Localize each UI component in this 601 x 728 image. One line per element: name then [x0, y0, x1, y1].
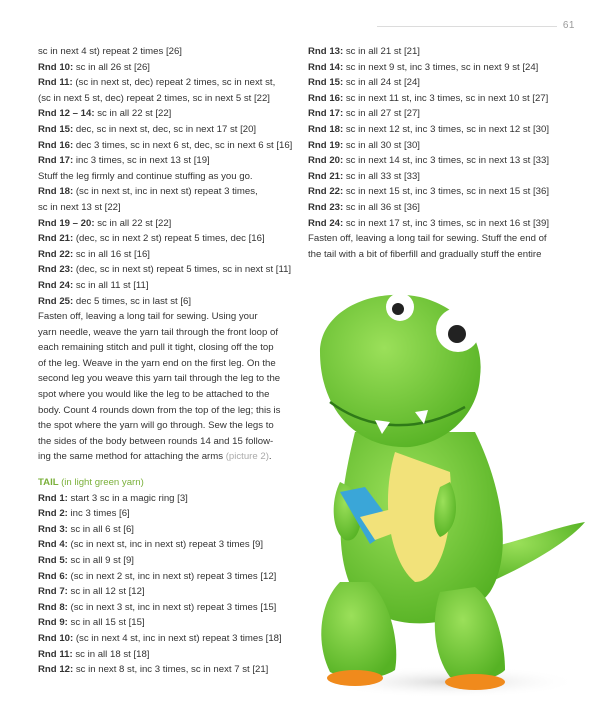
- instruction-line: [38, 122, 300, 138]
- round-label: Rnd 16:: [38, 139, 74, 151]
- left-column: [38, 44, 300, 678]
- instruction-line: [38, 615, 300, 631]
- round-label: Rnd 2:: [38, 508, 68, 520]
- instruction-line: [38, 75, 300, 91]
- round-instruction: (sc in next 3 st, inc in next st) repeat 3 times [15]: [67, 601, 277, 613]
- round-label: Rnd 22:: [308, 186, 344, 198]
- round-instruction: start 3 sc in a magic ring [3]: [67, 492, 188, 504]
- round-instruction: sc in next 12 st, inc 3 times, sc in next 12 st [30]: [343, 123, 550, 135]
- round-label: Rnd 21:: [308, 170, 344, 182]
- round-instruction: sc in all 36 st [36]: [343, 201, 420, 213]
- paragraph-line: yarn needle, weave the yarn tail through the front loop of: [38, 326, 278, 338]
- round-instruction: sc in all 26 st [26]: [73, 61, 150, 73]
- instruction-line: [308, 184, 566, 200]
- round-instruction: sc in all 22 st [22]: [94, 108, 172, 120]
- paragraph-line: of the leg. Weave in the yarn end on the first leg. On the: [38, 357, 276, 369]
- instruction-line: [38, 278, 300, 294]
- round-label: Rnd 19 – 20:: [38, 217, 95, 229]
- section-gap: [38, 465, 300, 475]
- round-instruction: sc in all 9 st [9]: [67, 555, 134, 566]
- round-label: Rnd 4:: [38, 539, 68, 551]
- round-label: Rnd 15:: [38, 123, 74, 135]
- instruction-line: [38, 91, 300, 107]
- dino-eye-right-pupil: [448, 325, 466, 343]
- instruction-line: [308, 44, 566, 60]
- instruction-line: [308, 169, 566, 185]
- round-instruction: sc in all 6 st [6]: [67, 523, 134, 535]
- round-label: Rnd 10:: [38, 632, 74, 644]
- instruction-line: [38, 184, 300, 200]
- round-instruction: dec 5 times, sc in last st [6]: [73, 295, 192, 307]
- tail-heading-text: TAIL: [38, 477, 59, 489]
- picture-reference: (picture 2): [225, 451, 269, 463]
- leg-finishing-last-text: ing the same method for attaching the arms: [38, 451, 224, 463]
- dino-right-foot: [445, 674, 505, 690]
- round-label: Rnd 18:: [308, 123, 344, 135]
- round-instruction: dec 3 times, sc in next 6 st, dec, sc in next 6 st [16]: [73, 139, 293, 151]
- round-label: Rnd 16:: [308, 92, 344, 104]
- paragraph-line: Fasten off, leaving a long tail for sewing. Using your: [38, 311, 258, 323]
- round-instruction: sc in all 24 st [24]: [343, 77, 420, 89]
- right-column: [308, 44, 566, 262]
- instruction-line: [38, 216, 300, 232]
- round-instruction: sc in next 9 st, inc 3 times, sc in next 9 st [24]: [343, 61, 539, 73]
- page-number: 61: [562, 20, 575, 31]
- paragraph-line: each remaining stitch and pull it tight, closing off the top: [38, 342, 274, 354]
- instruction-line: [38, 600, 300, 616]
- round-label: Rnd 11:: [38, 77, 73, 89]
- round-instruction: Stuff the leg firmly and continue stuffing as you go.: [38, 170, 253, 182]
- round-label: Rnd 13:: [308, 46, 344, 57]
- round-label: Rnd 12:: [38, 664, 74, 676]
- round-instruction: sc in next 14 st, inc 3 times, sc in next 13 st [33]: [343, 155, 550, 167]
- round-instruction: sc in all 16 st [16]: [73, 248, 150, 260]
- round-instruction: inc 3 times, sc in next 13 st [19]: [73, 155, 210, 167]
- paragraph-line: the sides of the body between rounds 14 and 15 follow-: [38, 435, 274, 447]
- round-label: Rnd 17:: [308, 108, 344, 120]
- leg-finishing-lines: [38, 309, 300, 449]
- round-instruction: (sc in next 2 st, inc in next st) repeat 3 times [12]: [67, 570, 277, 582]
- instruction-line: [38, 506, 300, 522]
- round-instruction: sc in next 8 st, inc 3 times, sc in next 7 st [21]: [73, 664, 269, 676]
- round-label: Rnd 7:: [38, 586, 68, 598]
- round-instruction: sc in next 11 st, inc 3 times, sc in next 10 st [27]: [343, 92, 549, 104]
- instruction-line: [38, 631, 300, 647]
- round-label: Rnd 17:: [38, 155, 74, 167]
- instruction-line: [38, 584, 300, 600]
- instruction-line: [38, 662, 300, 678]
- round-instruction: sc in all 21 st [21]: [343, 46, 420, 57]
- round-label: Rnd 23:: [38, 264, 74, 276]
- instruction-line: [308, 75, 566, 91]
- leg-finishing-last-line: [38, 449, 300, 465]
- instruction-line: [38, 537, 300, 553]
- round-instruction: sc in all 12 st [12]: [67, 586, 145, 598]
- tail-heading-yarn-note: (in light green yarn): [61, 477, 144, 489]
- dino-eye-left-pupil: [392, 303, 404, 315]
- instruction-line: [38, 153, 300, 169]
- tail-closing-paragraph: [308, 231, 566, 262]
- round-instruction: sc in next 13 st [22]: [38, 201, 121, 213]
- instruction-line: [308, 216, 566, 232]
- instruction-line: [308, 153, 566, 169]
- round-instruction: (dec, sc in next st) repeat 5 times, sc in next st [11]: [73, 264, 292, 276]
- dino-right-leg: [435, 587, 505, 681]
- round-label: Rnd 23:: [308, 201, 344, 213]
- instruction-line: [38, 44, 300, 60]
- paragraph-line: Fasten off, leaving a long tail for sewing. Stuff the end of: [308, 233, 547, 245]
- instruction-line: [38, 60, 300, 76]
- paragraph-line: second leg you weave this yarn tail through the leg to the: [38, 373, 281, 385]
- instruction-line: [38, 294, 300, 310]
- instruction-line: [38, 647, 300, 663]
- round-instruction: dec, sc in next st, dec, sc in next 17 st [20]: [73, 123, 257, 135]
- round-label: Rnd 22:: [38, 248, 74, 260]
- instruction-line: [38, 231, 300, 247]
- round-instruction: sc in all 18 st [18]: [72, 648, 150, 660]
- round-label: Rnd 25:: [38, 295, 74, 307]
- round-label: Rnd 15:: [308, 77, 344, 89]
- round-instruction: (sc in next st, inc in next st) repeat 3 times,: [73, 186, 258, 198]
- instruction-line: [38, 491, 300, 507]
- instruction-line: [308, 138, 566, 154]
- round-label: Rnd 24:: [38, 279, 74, 291]
- round-instruction: (sc in next 5 st, dec) repeat 2 times, sc in next 5 st [22]: [38, 92, 270, 104]
- tail-rounds-list: [38, 491, 300, 678]
- round-instruction: sc in all 30 st [30]: [343, 139, 420, 151]
- instruction-line: [38, 200, 300, 216]
- instruction-line: [308, 106, 566, 122]
- round-instruction: (dec, sc in next 2 st) repeat 5 times, dec [16]: [73, 233, 265, 245]
- round-instruction: (sc in next 4 st, inc in next st) repeat 3 times [18]: [73, 632, 282, 644]
- instruction-line: [38, 522, 300, 538]
- round-label: Rnd 21:: [38, 233, 74, 245]
- instruction-line: [308, 91, 566, 107]
- round-label: Rnd 18:: [38, 186, 74, 198]
- round-instruction: (sc in next st, dec) repeat 2 times, sc in next st,: [72, 77, 276, 89]
- round-label: Rnd 11:: [38, 648, 73, 660]
- round-label: Rnd 14:: [308, 61, 344, 73]
- instruction-line: [38, 247, 300, 263]
- round-instruction: inc 3 times [6]: [67, 508, 130, 520]
- leg-finishing-period: .: [268, 451, 272, 463]
- round-instruction: sc in all 27 st [27]: [343, 108, 420, 120]
- round-label: Rnd 9:: [38, 617, 68, 629]
- round-instruction: sc in all 15 st [15]: [67, 617, 145, 629]
- round-label: Rnd 20:: [308, 155, 344, 167]
- paragraph-line: the spot where the yarn will go through. Sew the legs to: [38, 420, 274, 432]
- instruction-line: [38, 169, 300, 185]
- round-instruction: sc in next 15 st, inc 3 times, sc in next 15 st [36]: [343, 186, 550, 198]
- leg-finishing-paragraph: [38, 309, 300, 465]
- paragraph-line: the tail with a bit of fiberfill and gradually stuff the entire: [308, 248, 542, 260]
- round-label: Rnd 6:: [38, 570, 68, 582]
- round-label: Rnd 12 – 14:: [38, 108, 95, 120]
- round-instruction: sc in all 33 st [33]: [343, 170, 420, 182]
- instruction-line: [38, 138, 300, 154]
- tail-section-heading: [38, 475, 300, 491]
- paragraph-line: body. Count 4 rounds down from the top of the leg; this is: [38, 404, 281, 416]
- round-label: Rnd 1:: [38, 492, 68, 504]
- round-label: Rnd 8:: [38, 601, 68, 613]
- round-label: Rnd 24:: [308, 217, 344, 229]
- instruction-line: [308, 200, 566, 216]
- tail-rounds-continued-list: [308, 44, 566, 231]
- dino-left-foot: [327, 670, 383, 686]
- round-instruction: sc in all 22 st [22]: [94, 217, 172, 229]
- paragraph-line: spot where you would like the leg to be attached to the: [38, 389, 270, 401]
- round-instruction: sc in next 4 st) repeat 2 times [26]: [38, 46, 182, 57]
- instruction-line: [308, 122, 566, 138]
- crochet-dinosaur-photo: [300, 282, 590, 702]
- round-label: Rnd 10:: [38, 61, 74, 73]
- instruction-line: [38, 569, 300, 585]
- round-label: Rnd 3:: [38, 523, 68, 535]
- round-instruction: (sc in next st, inc in next st) repeat 3 times [9]: [67, 539, 264, 551]
- instruction-line: [38, 553, 300, 569]
- leg-rounds-list: [38, 44, 300, 309]
- round-label: Rnd 5:: [38, 555, 68, 566]
- instruction-line: [308, 60, 566, 76]
- instruction-line: [38, 106, 300, 122]
- instruction-line: [38, 262, 300, 278]
- round-instruction: sc in all 11 st [11]: [73, 279, 149, 291]
- round-label: Rnd 19:: [308, 139, 344, 151]
- round-instruction: sc in next 17 st, inc 3 times, sc in next 16 st [39]: [343, 217, 550, 229]
